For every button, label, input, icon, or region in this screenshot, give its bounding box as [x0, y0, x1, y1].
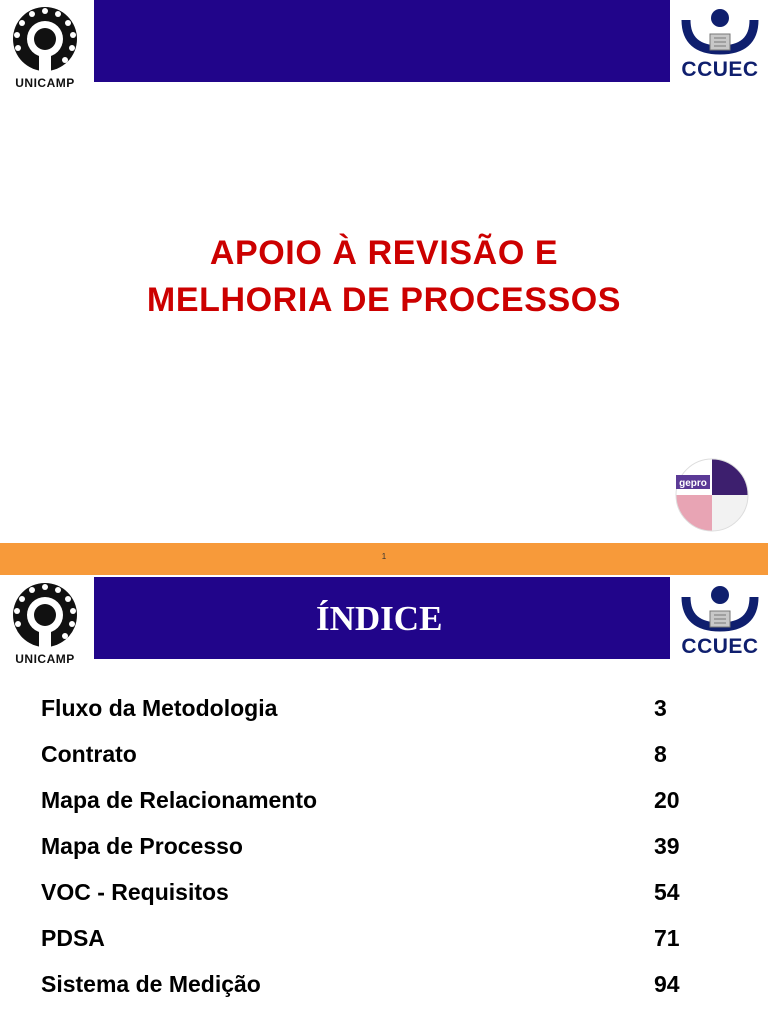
toc-item-label: Contrato: [41, 741, 137, 767]
slide-divider: [0, 543, 768, 575]
toc-item[interactable]: [40, 784, 700, 830]
toc-item[interactable]: [40, 830, 700, 876]
toc-item[interactable]: [40, 922, 700, 968]
toc-item[interactable]: [40, 968, 700, 1014]
toc-item-page: 54: [654, 879, 680, 905]
toc-item-page: 3: [654, 695, 667, 721]
toc-item-page: 94: [654, 971, 680, 997]
toc-item-label: Mapa de Relacionamento: [41, 787, 318, 813]
table-of-contents: [40, 692, 700, 1014]
ccuec-emblem-icon: [672, 581, 768, 637]
unicamp-emblem-icon: [4, 578, 86, 650]
page-number: 1: [381, 552, 387, 561]
toc-item-label: Mapa de Processo: [41, 833, 243, 859]
toc-item[interactable]: [40, 692, 700, 738]
slide-2: [0, 575, 768, 1024]
toc-item-page: 8: [654, 741, 667, 767]
unicamp-wordmark: UNICAMP: [15, 76, 75, 90]
toc-item-label: VOC - Requisitos: [41, 879, 229, 905]
toc-item[interactable]: [40, 876, 700, 922]
ccuec-logo: [672, 4, 768, 88]
gepro-emblem-icon: [672, 455, 758, 535]
toc-item-label: PDSA: [41, 925, 105, 951]
ccuec-wordmark: CCUEC: [681, 58, 759, 81]
toc-item[interactable]: [40, 738, 700, 784]
presentation-title: APOIO À REVISÃO E MELHORIA DE PROCESSOS: [146, 234, 622, 319]
unicamp-wordmark: UNICAMP: [15, 652, 75, 666]
index-title: ÍNDICE: [316, 599, 443, 638]
toc-item-label: Sistema de Medição: [41, 971, 261, 997]
ccuec-emblem-icon: [672, 4, 768, 60]
gepro-logo: [672, 455, 758, 535]
toc-item-page: 39: [654, 833, 680, 859]
unicamp-logo: [4, 2, 86, 92]
gepro-logo-text: gepro: [679, 478, 707, 489]
toc-item-label: Fluxo da Metodologia: [41, 695, 278, 721]
toc-item-page: 20: [654, 787, 680, 813]
unicamp-emblem-icon: [4, 2, 86, 74]
unicamp-logo: [4, 578, 86, 668]
toc-item-page: 71: [654, 925, 680, 951]
ccuec-logo: [672, 581, 768, 665]
header-banner: [94, 0, 670, 82]
ccuec-wordmark: CCUEC: [681, 635, 759, 658]
header-banner: [94, 577, 670, 659]
